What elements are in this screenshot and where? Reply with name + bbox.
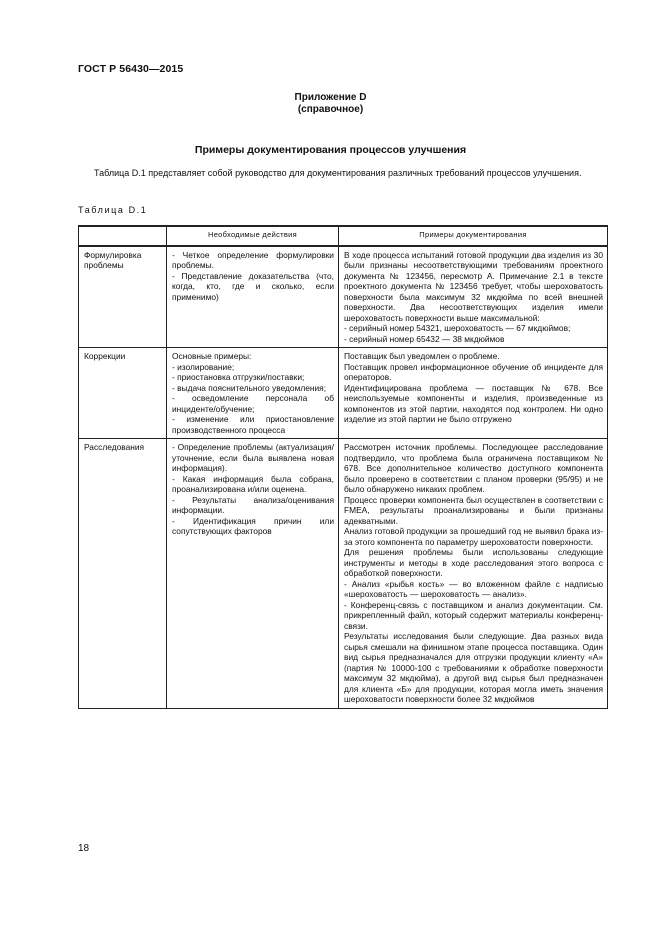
standard-header: ГОСТ Р 56430—2015 [78,63,184,75]
example-line: Поставщик был уведомлен о проблеме. [344,351,500,361]
action-line: - Какая информация была собрана, проанализирована и/или оценена. [172,473,334,494]
example-line: - Конференц-связь с поставщиком и анализ документации. См. прикрепленный файл, который содержит материалы конференц-связи. [344,599,603,631]
row-label: Расследования [79,439,167,709]
example-line: - Анализ «рыбья кость» — во вложенном файле с надписью «шероховатость — шероховатость — анализ». [344,578,603,599]
example-line: Результаты исследования были следующие. Два разных вида сырья смешали на финишном этапе процесса поставщика. Один вид сырья предназначался для отгрузки продукции клиенту «А» (партия № 10000-100 с требованиями к обработке поверхности максимум 32 мкдюйма), а другой вид сырья был предназначен для клиента «Б» для продукции, которая могла иметь значения шероховатости поверхности более 32 мкдюймов [344,631,603,704]
example-line: - серийный номер 65432 — 38 мкдюймов [344,333,505,344]
action-line: - Идентификация причин или сопутствующих факторов [172,515,334,536]
table-header-row [79,226,608,246]
action-line: - выдача пояснительного уведомления; [172,382,327,393]
row-label: Коррекции [79,348,167,439]
actions-cell [167,246,339,348]
table-caption: Таблица D.1 [78,205,148,215]
action-line: - приостановка отгрузки/поставки; [172,372,305,382]
example-line: - серийный номер 54321, шероховатость — 67 мкдюймов; [344,323,571,333]
action-line: - осведомление персонала об инциденте/обучение; [172,393,334,414]
example-line: Для решения проблемы были использованы следующие инструменты и методы в ходе расследования этого вопроса с обработкой поверхности. [344,547,603,578]
table-row [79,348,608,439]
header-cell-examples: Примеры документирования [339,226,608,246]
appendix-subtitle: (справочное) [297,104,364,115]
examples-cell [339,246,608,348]
intro-paragraph: Таблица D.1 представляет собой руководство для документирования различных требований процессов улучшения. [94,168,582,178]
page-number: 18 [78,843,90,854]
actions-cell [167,348,339,439]
example-line: Поставщик провел информационное обучение об инциденте для операторов. [344,361,603,382]
section-title: Примеры документирования процессов улучшения [194,144,467,156]
row-label: Формулировка проблемы [79,246,167,348]
example-line: Процесс проверки компонента был осуществлен в соответствии с FMEA, результаты проанализированы и были признаны адекватными. [344,494,603,526]
example-line: Рассмотрен источник проблемы. Последующее расследование подтвердило, что проблема была ограничена поставщиком № 678. Все дополнительное количество доступного компонента было проверено в соответствии с планом проверки (95/95) и не было обнаружено никаких проблем. [344,442,603,494]
header-cell-actions: Необходимые действия [167,226,339,246]
action-line: Основные примеры: [172,351,252,361]
action-line: - Определение проблемы (актуализация/уточнение, если была выявлена новая информация). [172,442,334,473]
examples-cell [339,348,608,439]
example-line: В ходе процесса испытаний готовой продукции два изделия из 30 были признаны несоответствующими требованиям проектного документа № 123456, пересмотр А. Примечание 2.1 в тексте проектного документа № 123456 требует, чтобы шероховатость поверхности была максимум 32 мкдюйма по всей внешней поверхности. Два несоответствующих изделия имели шероховатость поверхности выше максимальной: [344,249,603,323]
header-cell-blank [79,226,167,246]
action-line: - изолирование; [172,361,235,372]
examples-cell [339,439,608,709]
action-line: - изменение или приостановление производственного процесса [172,414,334,435]
table-row [79,439,608,709]
actions-cell [167,439,339,709]
appendix-title: Приложение D [294,92,367,103]
example-line: Анализ готовой продукции за прошедший год не выявил брака из-за этого компонента по параметру шероховатости поверхности. [344,526,603,547]
appendix-heading [0,92,661,116]
improvement-table [78,225,608,709]
table-row [79,246,608,348]
action-line: - Представление доказательства (что, когда, кто, где и сколько, если применимо) [172,270,334,302]
example-line: Идентифицирована проблема — поставщик № 678. Все неиспользуемые компоненты и изделия, произведенные из компонентов из этой партии, находятся под контролем. Ни одно изделие из этой партии не было отгружено [344,382,603,424]
action-line: - Результаты анализа/оценивания информации. [172,494,334,515]
action-line: - Четкое определение формулировки проблемы. [172,249,334,270]
